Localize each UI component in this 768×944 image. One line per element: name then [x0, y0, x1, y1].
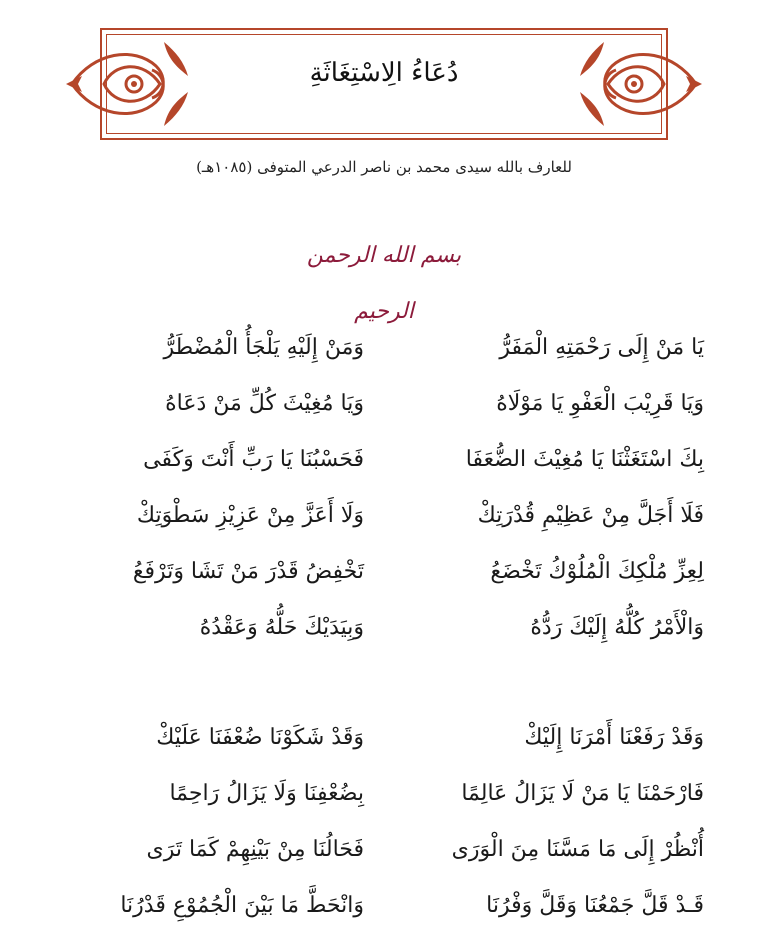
- arabesque-ornament-left: [64, 32, 192, 136]
- verse-row: [64, 768, 704, 820]
- verse-first-hemistich: فَارْحَمْنَا يَا مَنْ لَا يَزَالُ عَالِمًا: [461, 781, 704, 806]
- verse-row: [64, 490, 704, 542]
- verse-row: [64, 602, 704, 654]
- verse-second-hemistich: تَخْفِضُ قَدْرَ مَنْ تَشَا وَتَرْفَعُ: [132, 559, 364, 584]
- verse-first-hemistich: قَـدْ قَلَّ جَمْعُنَا وَقَلَّ وَفْرُنَا: [486, 893, 704, 918]
- arabesque-ornament-right: [576, 32, 704, 136]
- author-attribution: للعارف بالله سيدى محمد بن ناصر الدرعي المتوفى (١٠٨٥هـ): [196, 158, 572, 176]
- verse-row: [64, 434, 704, 486]
- verse-first-hemistich: وَقَدْ رَفَعْنَا أَمْرَنَا إِلَيْكْ: [524, 725, 704, 750]
- basmala-calligraphy: بسم الله الرحمن الرحيم: [306, 243, 462, 324]
- verse-first-hemistich: يَا مَنْ إِلَى رَحْمَتِهِ الْمَفَرُّ: [499, 335, 704, 360]
- verse-second-hemistich: فَحَسْبُنَا يَا رَبِّ أَنْتَ وَكَفَى: [143, 447, 364, 472]
- verse-second-hemistich: وَلَا أَعَزَّ مِنْ عَزِيْزِ سَطْوَتِكْ: [136, 503, 364, 528]
- verse-first-hemistich: بِكَ اسْتَغَثْنَا يَا مُغِيْثَ الضُّعَفَا: [465, 447, 704, 472]
- verse-row: [64, 880, 704, 932]
- verse-second-hemistich: وَيَا مُغِيْثَ كُلِّ مَنْ دَعَاهُ: [165, 391, 364, 416]
- verse-second-hemistich: بِضُعْفِنَا وَلَا يَزَالُ رَاحِمًا: [169, 781, 364, 806]
- verse-first-hemistich: أُنْظُرْ إِلَى مَا مَسَّنَا مِنَ الْوَرَى: [451, 837, 704, 862]
- verse-row: [64, 712, 704, 764]
- verse-second-hemistich: فَحَالُنَا مِنْ بَيْنِهِمْ كَمَا تَرَى: [146, 837, 364, 862]
- verse-row: [64, 824, 704, 876]
- verse-first-hemistich: لِعِزِّ مُلْكِكَ الْمُلُوْكُ تَخْضَعُ: [490, 559, 704, 584]
- page-title: دُعَاءُ الِاسْتِغَاثَةِ: [309, 58, 459, 88]
- verse-first-hemistich: وَالْأَمْرُ كُلُّهُ إِلَيْكَ رَدُّهُ: [530, 615, 704, 640]
- verse-second-hemistich: وَبِيَدَيْكَ حَلُّهُ وَعَقْدُهُ: [199, 615, 364, 640]
- verse-second-hemistich: وَمَنْ إِلَيْهِ يَلْجَأُ الْمُضْطَرُّ: [163, 335, 364, 360]
- verse-second-hemistich: وَانْحَطَّ مَا بَيْنَ الْجُمُوْعِ قَدْرُنَا: [120, 893, 364, 918]
- verse-row: [64, 378, 704, 430]
- verse-second-hemistich: وَقَدْ شَكَوْنَا ضُعْفَنَا عَلَيْكْ: [156, 725, 364, 750]
- verse-row: [64, 322, 704, 374]
- verse-first-hemistich: وَيَا قَرِيْبَ الْعَفْوِ يَا مَوْلَاهُ: [496, 391, 704, 416]
- verse-first-hemistich: فَلَا أَجَلَّ مِنْ عَظِيْمِ قُدْرَتِكْ: [477, 503, 704, 528]
- verse-row: [64, 546, 704, 598]
